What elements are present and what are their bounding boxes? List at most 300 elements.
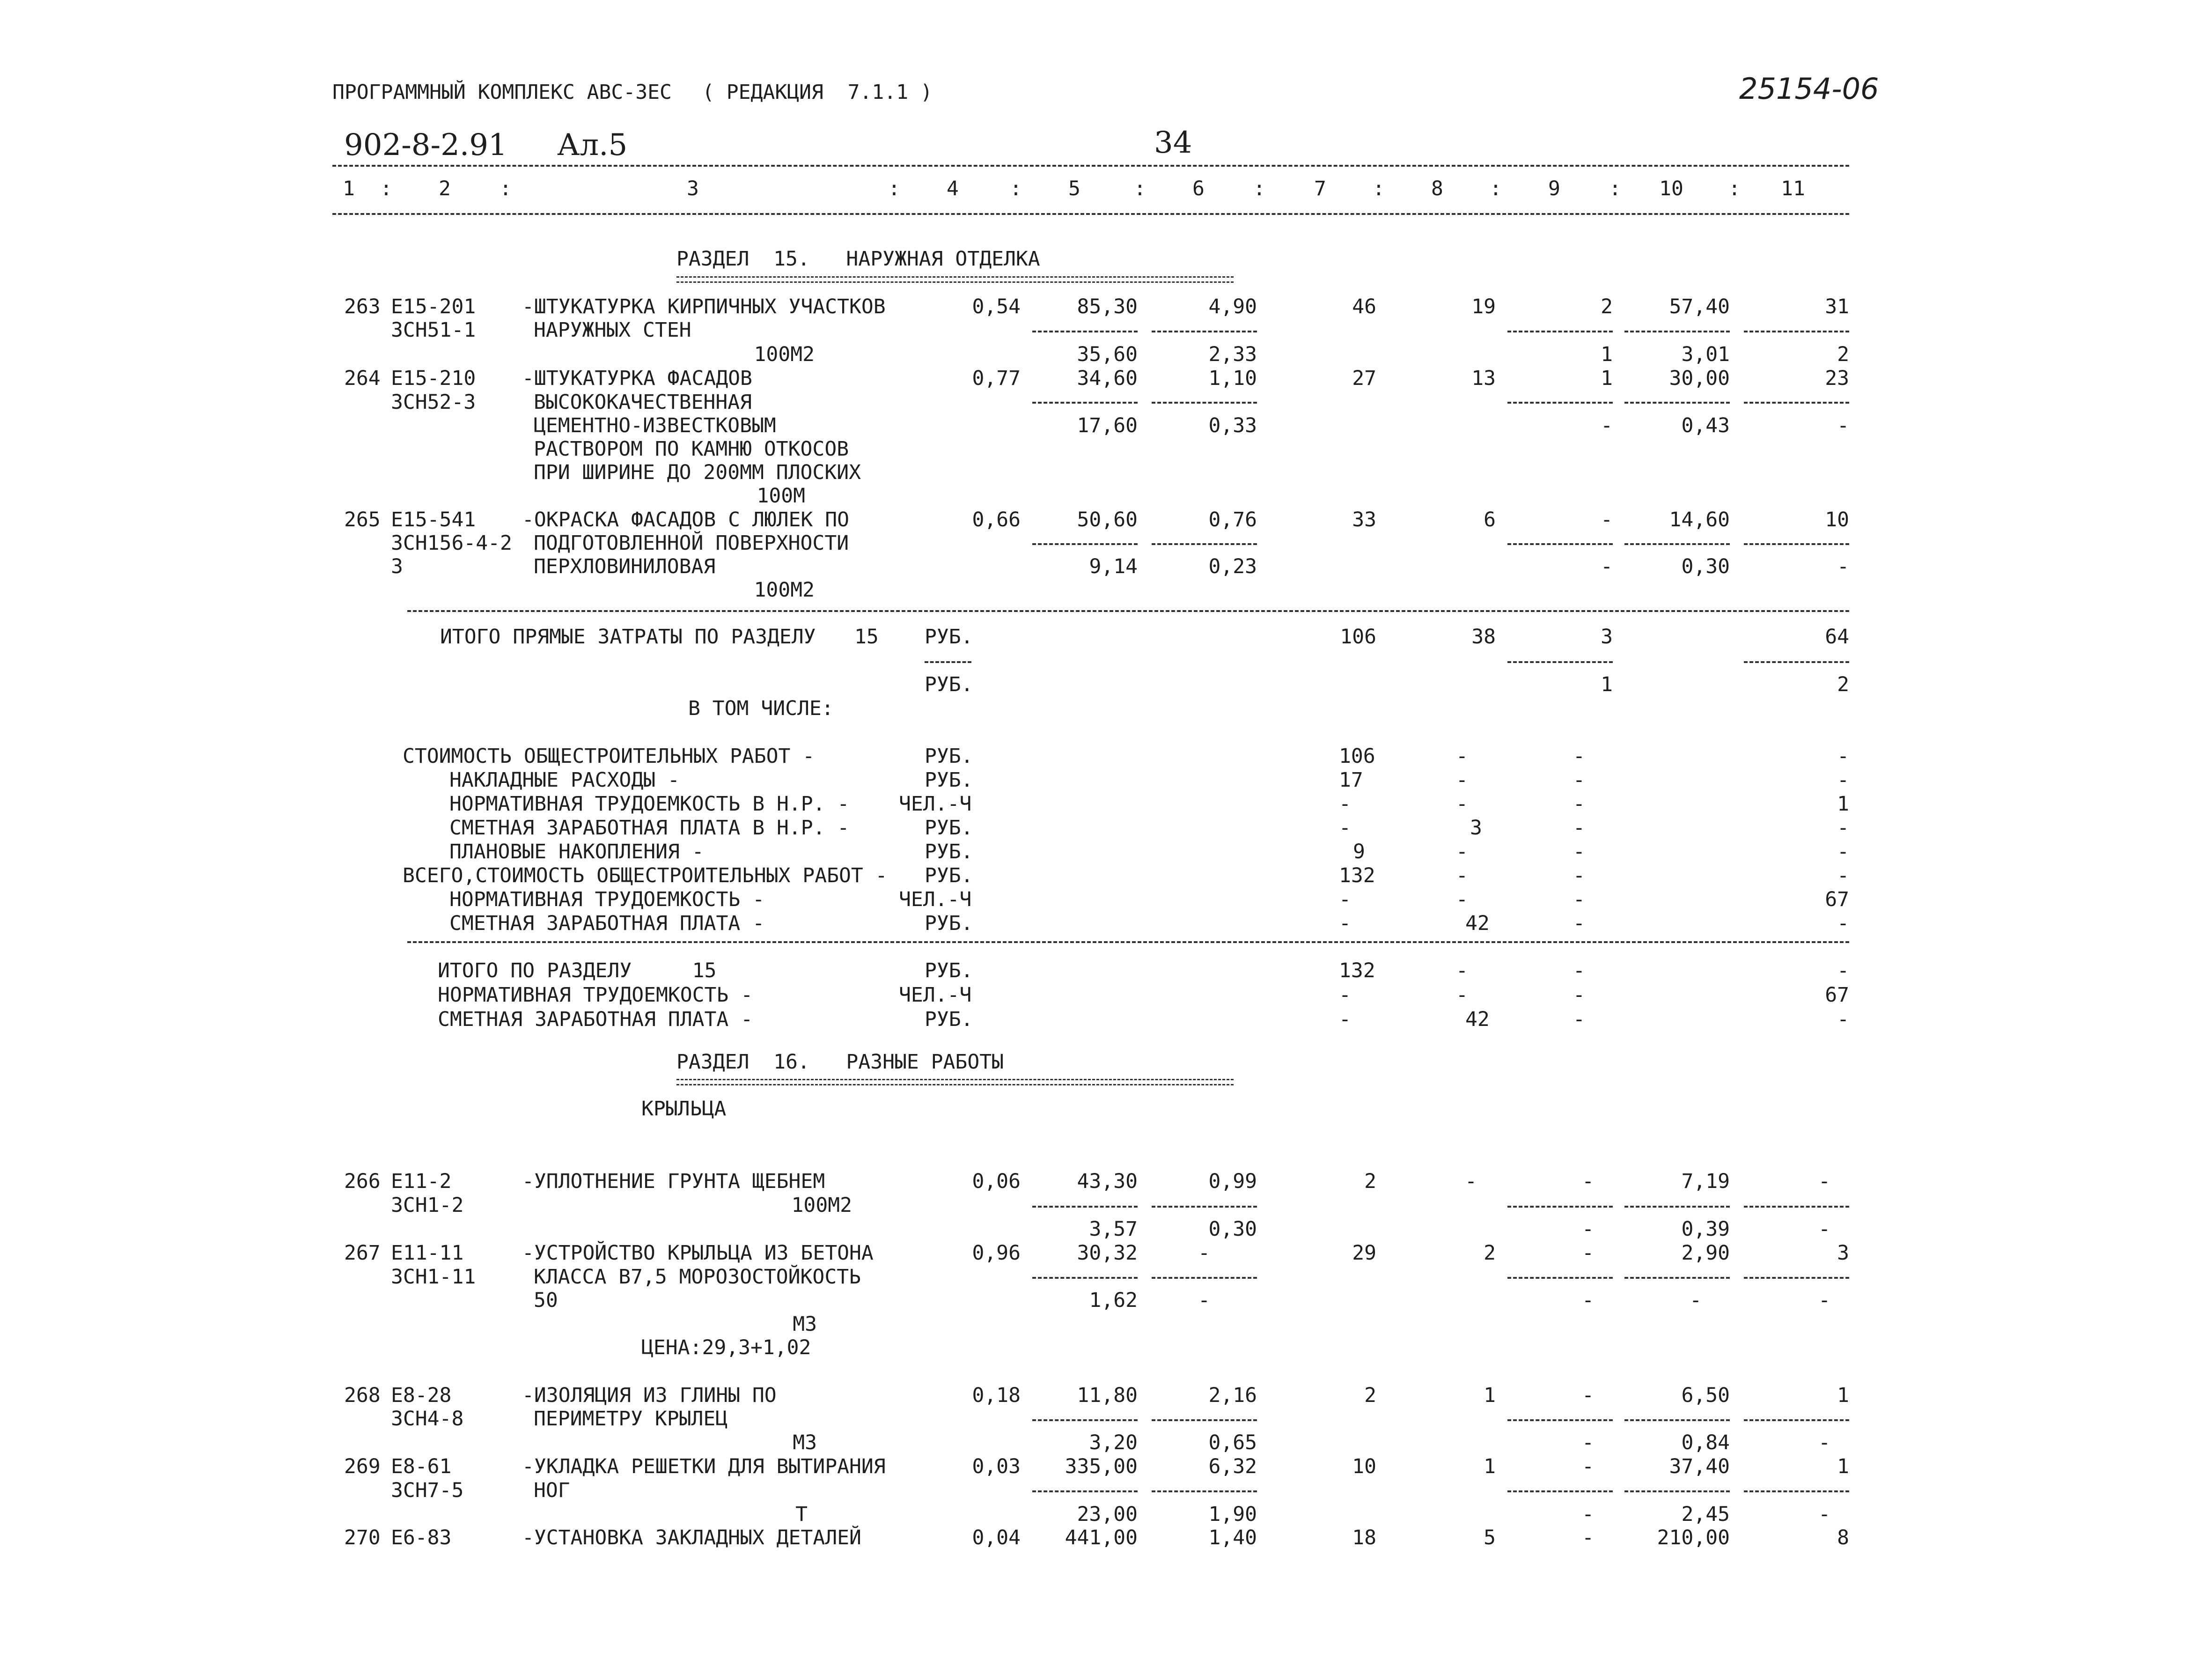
totals-col11: - bbox=[1837, 959, 1849, 982]
cell-col7: 27 bbox=[1352, 367, 1376, 390]
cell-col7: 2 bbox=[1364, 1170, 1376, 1193]
cell-col8: 2 bbox=[1484, 1241, 1496, 1265]
sub-rule bbox=[1744, 1419, 1849, 1421]
cell-col11-wage: - bbox=[1818, 1217, 1830, 1241]
page-number: 34 bbox=[1154, 125, 1192, 160]
summary-col8: 42 bbox=[1465, 912, 1490, 935]
item-reference: ЗСН1-11 bbox=[391, 1265, 476, 1289]
summary-col9: - bbox=[1573, 768, 1585, 792]
cell-col9: 3 bbox=[1601, 625, 1613, 649]
summary-col8: 3 bbox=[1470, 816, 1482, 840]
cell-col5-wage: 23,00 bbox=[1077, 1503, 1138, 1526]
item-reference: ЗСН51-1 bbox=[391, 318, 476, 342]
cell-col6: 4,90 bbox=[1208, 295, 1257, 318]
cell-col9: - bbox=[1582, 1241, 1594, 1265]
item-reference: ЗСН7-5 bbox=[391, 1479, 464, 1502]
summary-col9: - bbox=[1573, 792, 1585, 816]
cell-col10: 2,90 bbox=[1681, 1241, 1730, 1265]
summary-unit: РУБ. bbox=[925, 816, 973, 840]
cell-col4: 0,18 bbox=[972, 1384, 1021, 1407]
item-code: Е8-28 bbox=[391, 1384, 452, 1407]
cell-col6: 0,76 bbox=[1208, 508, 1257, 531]
summary-col8: - bbox=[1456, 888, 1468, 911]
cell-col9: - bbox=[1582, 1384, 1594, 1407]
cell-col7: 2 bbox=[1364, 1384, 1376, 1407]
sub-rule bbox=[1032, 402, 1138, 404]
summary-label: СМЕТНАЯ ЗАРАБОТНАЯ ПЛАТА - bbox=[449, 912, 765, 935]
cell-col8: 5 bbox=[1484, 1526, 1496, 1549]
column-header: 2 bbox=[439, 177, 451, 200]
item-name: -УКЛАДКА РЕШЕТКИ ДЛЯ ВЫТИРАНИЯ bbox=[522, 1455, 886, 1478]
column-header: 8 bbox=[1431, 177, 1443, 200]
sub-rule bbox=[1624, 1277, 1730, 1279]
summary-col11: - bbox=[1837, 864, 1849, 887]
cell-col9-wage: - bbox=[1582, 1217, 1594, 1241]
total-direct-unit: РУБ. bbox=[925, 673, 973, 696]
sub-rule bbox=[1624, 402, 1730, 404]
cell-col10: 6,50 bbox=[1681, 1384, 1730, 1407]
cell-col5-wage: 1,62 bbox=[1089, 1289, 1138, 1312]
item-unit: 100М2 bbox=[791, 1194, 852, 1217]
sub-rule bbox=[1744, 1206, 1849, 1208]
program-edition: ( РЕДАКЦИЯ 7.1.1 ) bbox=[702, 81, 933, 104]
cell-col9: - bbox=[1582, 1455, 1594, 1478]
item-name: -ИЗОЛЯЦИЯ ИЗ ГЛИНЫ ПО bbox=[522, 1384, 777, 1407]
total-direct-unit: РУБ. bbox=[925, 625, 973, 649]
column-header: 11 bbox=[1781, 177, 1805, 200]
summary-label: ПЛАНОВЫЕ НАКОПЛЕНИЯ - bbox=[449, 840, 704, 863]
item-reference: ЗСН52-3 bbox=[391, 391, 476, 414]
sub-rule bbox=[1744, 331, 1849, 332]
cell-col10: 14,60 bbox=[1669, 508, 1730, 531]
totals-col8: 42 bbox=[1465, 1008, 1490, 1031]
cell-col5: 43,30 bbox=[1077, 1170, 1138, 1193]
item-code: Е15-541 bbox=[391, 508, 476, 531]
cell-col5: 441,00 bbox=[1065, 1526, 1138, 1549]
cell-col10: 210,00 bbox=[1657, 1526, 1730, 1549]
summary-label: СТОИМОСТЬ ОБЩЕСТРОИТЕЛЬНЫХ РАБОТ - bbox=[403, 745, 815, 768]
cell-col9: - bbox=[1601, 508, 1613, 531]
sub-rule bbox=[1744, 661, 1849, 663]
sub-rule bbox=[1032, 1419, 1138, 1421]
cell-col9-wage: - bbox=[1582, 1289, 1594, 1312]
including-label: В ТОМ ЧИСЛЕ: bbox=[688, 697, 834, 720]
sub-rule bbox=[1152, 1277, 1257, 1279]
column-header: 9 bbox=[1548, 177, 1560, 200]
item-name: -УСТАНОВКА ЗАКЛАДНЫХ ДЕТАЛЕЙ bbox=[522, 1526, 861, 1549]
cell-col11: 10 bbox=[1825, 508, 1849, 531]
item-unit: 100М bbox=[757, 484, 805, 508]
sub-rule bbox=[1152, 1206, 1257, 1208]
sub-rule bbox=[1032, 1490, 1138, 1492]
cell-col11: 23 bbox=[1825, 367, 1849, 390]
column-separator: : bbox=[1253, 177, 1265, 200]
item-reference-line: 3 bbox=[391, 555, 403, 578]
cell-col4: 0,66 bbox=[972, 508, 1021, 531]
cell-col5-wage: 3,57 bbox=[1089, 1217, 1138, 1241]
cell-col8: 1 bbox=[1484, 1455, 1496, 1478]
totals-col11: 67 bbox=[1825, 983, 1849, 1007]
item-reference: ЗСН156-4-2 bbox=[391, 531, 512, 555]
item-name: -ШТУКАТУРКА ФАСАДОВ bbox=[522, 367, 752, 390]
sub-rule bbox=[1624, 1490, 1730, 1492]
sub-rule bbox=[925, 661, 971, 663]
total-direct-section-number: 15 bbox=[854, 625, 879, 649]
totals-col7: 132 bbox=[1339, 959, 1375, 982]
cell-col10-wage: 2,45 bbox=[1681, 1503, 1730, 1526]
summary-label: СМЕТНАЯ ЗАРАБОТНАЯ ПЛАТА В Н.Р. - bbox=[449, 816, 850, 840]
section-15-title: РАЗДЕЛ 15. НАРУЖНАЯ ОТДЕЛКА bbox=[676, 247, 1040, 271]
cell-col4: 0,96 bbox=[972, 1241, 1021, 1265]
summary-col9: - bbox=[1573, 864, 1585, 887]
column-separator: : bbox=[1134, 177, 1146, 200]
cell-col8: 38 bbox=[1471, 625, 1496, 649]
cell-col4: 0,03 bbox=[972, 1455, 1021, 1478]
section-16-underline bbox=[676, 1079, 1234, 1085]
item-reference: ЗСН1-2 bbox=[391, 1194, 464, 1217]
sub-rule bbox=[1507, 1277, 1613, 1279]
item-name: -ШТУКАТУРКА КИРПИЧНЫХ УЧАСТКОВ bbox=[522, 295, 886, 318]
item-name: -УПЛОТНЕНИЕ ГРУНТА ЩЕБНЕМ bbox=[522, 1170, 825, 1193]
cell-col5-wage: 35,60 bbox=[1077, 343, 1138, 366]
totals-col11: - bbox=[1837, 1008, 1849, 1031]
item-name: -ОКРАСКА ФАСАДОВ С ЛЮЛЕК ПО bbox=[522, 508, 849, 531]
cell-col9: 2 bbox=[1601, 295, 1613, 318]
column-header: 6 bbox=[1192, 177, 1205, 200]
summary-label: ВСЕГО,СТОИМОСТЬ ОБЩЕСТРОИТЕЛЬНЫХ РАБОТ - bbox=[403, 864, 888, 887]
item-name-line: ВЫСОКОКАЧЕСТВЕННАЯ bbox=[534, 391, 752, 414]
cell-col10-wage: 3,01 bbox=[1681, 343, 1730, 366]
summary-label: НАКЛАДНЫЕ РАСХОДЫ - bbox=[449, 768, 680, 792]
cell-col4: 0,06 bbox=[972, 1170, 1021, 1193]
sub-rule bbox=[1507, 543, 1613, 545]
column-separator: : bbox=[1010, 177, 1022, 200]
sub-rule bbox=[1152, 1490, 1257, 1492]
sub-rule bbox=[1507, 1206, 1613, 1208]
cell-col11: 1 bbox=[1837, 1455, 1849, 1478]
cell-col9-wage: - bbox=[1582, 1503, 1594, 1526]
item-name-line: ПОДГОТОВЛЕННОЙ ПОВЕРХНОСТИ bbox=[534, 531, 849, 555]
item-name-line: ПРИ ШИРИНЕ ДО 200ММ ПЛОСКИХ bbox=[534, 461, 861, 484]
summary-unit: ЧЕЛ.-Ч bbox=[899, 888, 972, 911]
cell-col5: 30,32 bbox=[1077, 1241, 1138, 1265]
cell-col5-wage: 3,20 bbox=[1089, 1431, 1138, 1454]
sub-rule bbox=[1032, 1206, 1138, 1208]
section-16-subtitle: КРЫЛЬЦА bbox=[641, 1097, 727, 1121]
program-title: ПРОГРАММНЫЙ КОМПЛЕКС АВС-ЗЕС bbox=[332, 81, 672, 104]
cell-col6: 6,32 bbox=[1208, 1455, 1257, 1478]
totals-col9: - bbox=[1573, 959, 1585, 982]
sub-rule bbox=[1507, 1490, 1613, 1492]
item-unit: Т bbox=[795, 1503, 808, 1526]
item-number: 265 bbox=[344, 508, 381, 531]
summary-unit: РУБ. bbox=[925, 912, 973, 935]
cell-col8: 6 bbox=[1484, 508, 1496, 531]
sub-rule bbox=[1744, 402, 1849, 404]
cell-col11-wage: - bbox=[1818, 1503, 1830, 1526]
sub-rule bbox=[1032, 543, 1138, 545]
summary-label: НОРМАТИВНАЯ ТРУДОЕМКОСТЬ В Н.Р. - bbox=[449, 792, 850, 816]
sub-rule bbox=[1624, 1206, 1730, 1208]
cell-col5: 335,00 bbox=[1065, 1455, 1138, 1478]
item-number: 263 bbox=[344, 295, 381, 318]
cell-col9-wage: - bbox=[1601, 555, 1613, 578]
sub-rule bbox=[1507, 331, 1613, 332]
summary-col7: 132 bbox=[1339, 864, 1375, 887]
summary-col7: 106 bbox=[1339, 745, 1375, 768]
cell-col11: 3 bbox=[1837, 1241, 1849, 1265]
cell-col6: 0,99 bbox=[1208, 1170, 1257, 1193]
cell-col6-wage: 2,33 bbox=[1208, 343, 1257, 366]
item-name: -УСТРОЙСТВО КРЫЛЬЦА ИЗ БЕТОНА bbox=[522, 1241, 874, 1265]
summary-unit: ЧЕЛ.-Ч bbox=[899, 792, 972, 816]
totals-unit: РУБ. bbox=[925, 959, 973, 982]
sub-rule bbox=[1624, 543, 1730, 545]
summary-col8: - bbox=[1456, 768, 1468, 792]
totals-col8: - bbox=[1456, 959, 1468, 982]
summary-col8: - bbox=[1456, 792, 1468, 816]
sub-rule bbox=[1744, 543, 1849, 545]
item-code: Е6-83 bbox=[391, 1526, 452, 1549]
cell-col11-wage: - bbox=[1837, 555, 1849, 578]
cell-col10: 7,19 bbox=[1681, 1170, 1730, 1193]
cell-col7: 33 bbox=[1352, 508, 1376, 531]
cell-col5-wage: 9,14 bbox=[1089, 555, 1138, 578]
cell-col7: 46 bbox=[1352, 295, 1376, 318]
cell-col6: 1,10 bbox=[1208, 367, 1257, 390]
totals-col8: - bbox=[1456, 983, 1468, 1007]
cell-col6-wage: 1,90 bbox=[1208, 1503, 1257, 1526]
summary-col7: 9 bbox=[1353, 840, 1365, 863]
cell-col8: 13 bbox=[1471, 367, 1496, 390]
summary-col11: - bbox=[1837, 768, 1849, 792]
album-number: Ал.5 bbox=[557, 128, 628, 162]
totals-label: СМЕТНАЯ ЗАРАБОТНАЯ ПЛАТА - bbox=[438, 1008, 753, 1031]
item-name-line: РАСТВОРОМ ПО КАМНЮ ОТКОСОВ bbox=[534, 437, 849, 461]
cell-col6: 1,40 bbox=[1208, 1526, 1257, 1549]
item-number: 269 bbox=[344, 1455, 381, 1478]
cell-col6-wage: 0,65 bbox=[1208, 1431, 1257, 1454]
section-15-underline bbox=[676, 276, 1234, 283]
cell-col5: 50,60 bbox=[1077, 508, 1138, 531]
cell-col11-wage: - bbox=[1818, 1431, 1830, 1454]
sub-rule bbox=[1507, 1419, 1613, 1421]
summary-col11: 67 bbox=[1825, 888, 1849, 911]
cell-col5-wage: 17,60 bbox=[1077, 414, 1138, 437]
item-number: 268 bbox=[344, 1384, 381, 1407]
item-name-line: НОГ bbox=[534, 1479, 570, 1502]
sub-rule bbox=[1152, 1419, 1257, 1421]
column-header: 3 bbox=[687, 177, 699, 200]
summary-col7: - bbox=[1339, 888, 1351, 911]
item-number: 266 bbox=[344, 1170, 381, 1193]
cell-col11-wage: 2 bbox=[1837, 343, 1849, 366]
cell-col5: 85,30 bbox=[1077, 295, 1138, 318]
totals-col7: - bbox=[1339, 983, 1351, 1007]
item-name-line: ЦЕМЕНТНО-ИЗВЕСТКОВЫМ bbox=[534, 414, 776, 437]
cell-col7: 10 bbox=[1352, 1455, 1376, 1478]
summary-col7: - bbox=[1339, 792, 1351, 816]
item-code: Е8-61 bbox=[391, 1455, 452, 1478]
cell-col5: 34,60 bbox=[1077, 367, 1138, 390]
summary-col9: - bbox=[1573, 816, 1585, 840]
cell-col10: 30,00 bbox=[1669, 367, 1730, 390]
cell-col11-wage: - bbox=[1837, 414, 1849, 437]
item-code: Е15-210 bbox=[391, 367, 476, 390]
summary-unit: РУБ. bbox=[925, 745, 973, 768]
sub-rule bbox=[1744, 1277, 1849, 1279]
item-name-line: 50 bbox=[534, 1289, 558, 1312]
sub-rule bbox=[1507, 402, 1613, 404]
cell-col6: 2,16 bbox=[1208, 1384, 1257, 1407]
cell-col9: 1 bbox=[1601, 367, 1613, 390]
total-direct-label: ИТОГО ПРЯМЫЕ ЗАТРАТЫ ПО РАЗДЕЛУ bbox=[440, 625, 816, 649]
cell-col7: 29 bbox=[1352, 1241, 1376, 1265]
item-code: Е11-11 bbox=[391, 1241, 464, 1265]
item-code: Е11-2 bbox=[391, 1170, 452, 1193]
totals-col9: - bbox=[1573, 1008, 1585, 1031]
cell-col7: 106 bbox=[1340, 625, 1376, 649]
summary-col8: - bbox=[1456, 864, 1468, 887]
column-header: 5 bbox=[1068, 177, 1080, 200]
cell-col9-wage: 1 bbox=[1601, 673, 1613, 696]
cell-col11-wage: - bbox=[1818, 1289, 1830, 1312]
summary-col7: - bbox=[1339, 912, 1351, 935]
summary-col11: 1 bbox=[1837, 792, 1849, 816]
summary-col7: - bbox=[1339, 816, 1351, 840]
summary-unit: РУБ. bbox=[925, 768, 973, 792]
summary-rule bbox=[407, 941, 1849, 943]
cell-col11: 31 bbox=[1825, 295, 1849, 318]
column-separator: : bbox=[1609, 177, 1621, 200]
summary-label: НОРМАТИВНАЯ ТРУДОЕМКОСТЬ - bbox=[449, 888, 765, 911]
sub-rule bbox=[1507, 661, 1613, 663]
document-code: 25154-06 bbox=[1739, 72, 1879, 106]
sub-rule bbox=[1152, 331, 1257, 332]
item-unit: 100М2 bbox=[754, 343, 815, 366]
cell-col9-wage: - bbox=[1601, 414, 1613, 437]
cell-col4: 0,04 bbox=[972, 1526, 1021, 1549]
item-unit: М3 bbox=[793, 1312, 817, 1336]
cell-col11-wage: 2 bbox=[1837, 673, 1849, 696]
item-name-line: ПЕРИМЕТРУ КРЫЛЕЦ bbox=[534, 1407, 728, 1430]
cell-col6: - bbox=[1198, 1241, 1210, 1265]
item-number: 267 bbox=[344, 1241, 381, 1265]
summary-col9: - bbox=[1573, 840, 1585, 863]
column-separator: : bbox=[1728, 177, 1741, 200]
summary-unit: РУБ. bbox=[925, 840, 973, 863]
summary-col9: - bbox=[1573, 888, 1585, 911]
column-header: 1 bbox=[343, 177, 355, 200]
summary-col11: - bbox=[1837, 840, 1849, 863]
totals-label: ИТОГО ПО РАЗДЕЛУ 15 bbox=[438, 959, 717, 982]
header-rule-bottom bbox=[332, 213, 1849, 215]
cell-col10: 37,40 bbox=[1669, 1455, 1730, 1478]
section-16-title: РАЗДЕЛ 16. РАЗНЫЕ РАБОТЫ bbox=[676, 1050, 1004, 1074]
summary-col11: - bbox=[1837, 816, 1849, 840]
sub-rule bbox=[1032, 1277, 1138, 1279]
summary-col8: - bbox=[1456, 745, 1468, 768]
cell-col9-wage: - bbox=[1582, 1431, 1594, 1454]
cell-col10-wage: 0,84 bbox=[1681, 1431, 1730, 1454]
sub-rule bbox=[1744, 1490, 1849, 1492]
cell-col11: 64 bbox=[1825, 625, 1849, 649]
cell-col5: 11,80 bbox=[1077, 1384, 1138, 1407]
column-separator: : bbox=[500, 177, 512, 200]
cell-col8: 1 bbox=[1484, 1384, 1496, 1407]
item-reference: ЗСН4-8 bbox=[391, 1407, 464, 1430]
project-number: 902-8-2.91 bbox=[344, 128, 507, 162]
item-price: ЦЕНА:29,3+1,02 bbox=[641, 1336, 811, 1359]
summary-unit: РУБ. bbox=[925, 864, 973, 887]
totals-unit: РУБ. bbox=[925, 1008, 973, 1031]
sub-rule bbox=[1152, 543, 1257, 545]
cell-col11: - bbox=[1818, 1170, 1830, 1193]
item-number: 264 bbox=[344, 367, 381, 390]
item-code: Е15-201 bbox=[391, 295, 476, 318]
cell-col11: 8 bbox=[1837, 1526, 1849, 1549]
item-number: 270 bbox=[344, 1526, 381, 1549]
summary-col7: 17 bbox=[1339, 768, 1363, 792]
summary-col8: - bbox=[1456, 840, 1468, 863]
section-total-rule bbox=[407, 610, 1849, 612]
cell-col6-wage: 0,30 bbox=[1208, 1217, 1257, 1241]
totals-col9: - bbox=[1573, 983, 1585, 1007]
item-unit: 100М2 bbox=[754, 578, 815, 602]
cell-col6-wage: 0,23 bbox=[1208, 555, 1257, 578]
cell-col7: 18 bbox=[1352, 1526, 1376, 1549]
totals-unit: ЧЕЛ.-Ч bbox=[899, 983, 972, 1007]
sub-rule bbox=[1624, 331, 1730, 332]
cell-col10-wage: 0,39 bbox=[1681, 1217, 1730, 1241]
item-unit: М3 bbox=[793, 1431, 817, 1454]
column-header: 10 bbox=[1659, 177, 1683, 200]
header-rule-top bbox=[332, 165, 1849, 167]
item-name-line: КЛАССА В7,5 МОРОЗОСТОЙКОСТЬ bbox=[534, 1265, 861, 1289]
summary-col11: - bbox=[1837, 745, 1849, 768]
cell-col10-wage: - bbox=[1690, 1289, 1702, 1312]
sub-rule bbox=[1032, 331, 1138, 332]
cell-col6-wage: 0,33 bbox=[1208, 414, 1257, 437]
cell-col9-wage: 1 bbox=[1601, 343, 1613, 366]
summary-col9: - bbox=[1573, 745, 1585, 768]
item-name-line: ПЕРХЛОВИНИЛОВАЯ bbox=[534, 555, 716, 578]
cell-col8: 19 bbox=[1471, 295, 1496, 318]
totals-col7: - bbox=[1339, 1008, 1351, 1031]
sub-rule bbox=[1152, 402, 1257, 404]
cell-col6-wage: - bbox=[1198, 1289, 1210, 1312]
summary-col9: - bbox=[1573, 912, 1585, 935]
cell-col9: - bbox=[1582, 1170, 1594, 1193]
column-header: 4 bbox=[947, 177, 959, 200]
cell-col9: - bbox=[1582, 1526, 1594, 1549]
cell-col4: 0,77 bbox=[972, 367, 1021, 390]
item-name-line: НАРУЖНЫХ СТЕН bbox=[534, 318, 691, 342]
cell-col11: 1 bbox=[1837, 1384, 1849, 1407]
cell-col10-wage: 0,30 bbox=[1681, 555, 1730, 578]
column-separator: : bbox=[380, 177, 392, 200]
column-separator: : bbox=[1373, 177, 1385, 200]
column-header: 7 bbox=[1314, 177, 1326, 200]
column-separator: : bbox=[888, 177, 900, 200]
cell-col4: 0,54 bbox=[972, 295, 1021, 318]
totals-label: НОРМАТИВНАЯ ТРУДОЕМКОСТЬ - bbox=[438, 983, 753, 1007]
summary-col11: - bbox=[1837, 912, 1849, 935]
cell-col8: - bbox=[1465, 1170, 1477, 1193]
cell-col10-wage: 0,43 bbox=[1681, 414, 1730, 437]
sub-rule bbox=[1624, 1419, 1730, 1421]
cell-col10: 57,40 bbox=[1669, 295, 1730, 318]
